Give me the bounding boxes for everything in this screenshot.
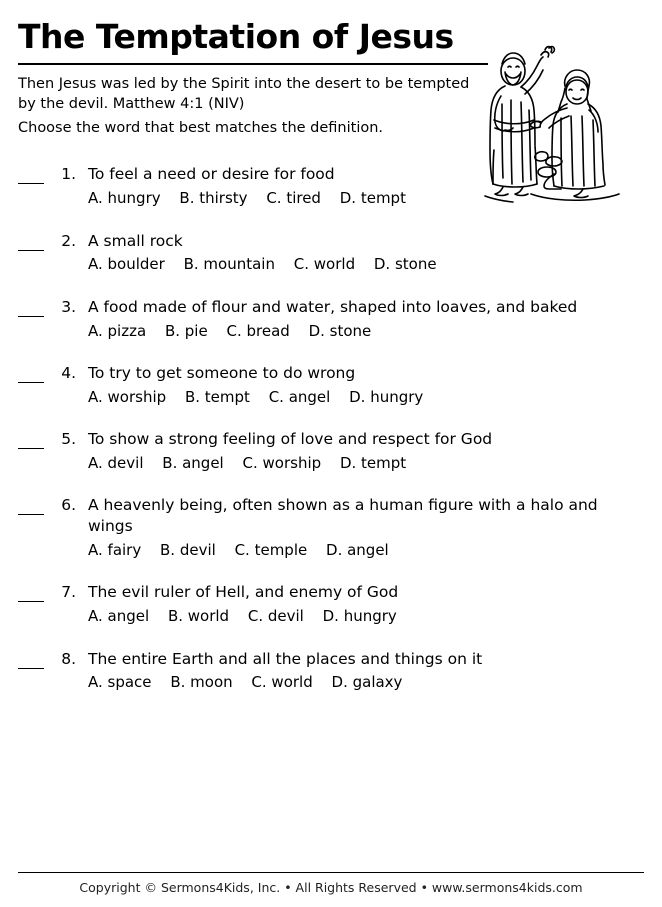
intro-block [18, 74, 488, 139]
question-body [88, 495, 644, 560]
question-number: 6. [61, 496, 76, 515]
choice-b[interactable]: B. moon [170, 673, 233, 692]
choice-row [88, 672, 644, 692]
question-prompt: The evil ruler of Hell, and enemy of God [88, 583, 399, 602]
question-body [88, 649, 644, 693]
answer-blank[interactable] [18, 654, 44, 669]
choice-a[interactable]: A. fairy [88, 541, 142, 560]
worksheet-header [18, 17, 644, 138]
answer-blank[interactable] [18, 236, 44, 251]
question-prompt: To try to get someone to do wrong [88, 363, 356, 382]
choice-b[interactable]: B. world [167, 607, 230, 626]
choice-b[interactable]: B. pie [164, 321, 208, 340]
question-list [18, 164, 644, 692]
choice-d[interactable]: D. tempt [339, 189, 406, 208]
question-item [18, 649, 644, 693]
question-body [88, 363, 644, 407]
jesus-and-devil-illustration [461, 24, 636, 214]
question-item [18, 429, 644, 473]
choice-a[interactable]: A. hungry [88, 189, 161, 208]
answer-blank[interactable] [18, 368, 44, 383]
choice-c[interactable]: C. bread [226, 321, 290, 340]
question-prompt: A small rock [88, 231, 183, 250]
choice-c[interactable]: C. temple [234, 541, 308, 560]
choice-b[interactable]: B. thirsty [179, 189, 248, 208]
choice-a[interactable]: A. angel [88, 607, 150, 626]
choice-c[interactable]: C. world [251, 673, 313, 692]
title-divider [18, 63, 488, 65]
scripture-verse: Then Jesus was led by the Spirit into the desert to be tempted by the devil. Matthew 4:1 (NIV) [18, 75, 470, 113]
page-title: The Temptation of Jesus [18, 17, 454, 56]
question-number: 5. [61, 430, 76, 449]
question-prompt: The entire Earth and all the places and things on it [88, 649, 483, 668]
choice-b[interactable]: B. devil [160, 541, 216, 560]
question-number: 3. [61, 297, 76, 316]
question-number: 4. [61, 363, 76, 382]
choice-d[interactable]: D. stone [308, 321, 372, 340]
question-prompt: A heavenly being, often shown as a human figure with a halo and wings [88, 496, 598, 536]
answer-blank[interactable] [18, 500, 44, 515]
page-footer [18, 872, 644, 895]
question-number: 8. [61, 649, 76, 668]
choice-d[interactable]: D. hungry [322, 607, 397, 626]
question-body [88, 429, 644, 473]
choice-c[interactable]: C. tired [266, 189, 321, 208]
choice-b[interactable]: B. tempt [184, 387, 250, 406]
answer-blank[interactable] [18, 169, 44, 184]
question-item [18, 363, 644, 407]
choice-b[interactable]: B. mountain [183, 255, 275, 274]
choice-row [88, 453, 644, 473]
choice-a[interactable]: A. boulder [88, 255, 165, 274]
choice-d[interactable]: D. stone [373, 255, 437, 274]
choice-d[interactable]: D. galaxy [331, 673, 403, 692]
copyright-text: Copyright © Sermons4Kids, Inc. • All Rights Reserved • www.sermons4kids.com [79, 880, 583, 895]
choice-d[interactable]: D. hungry [349, 387, 424, 406]
answer-blank[interactable] [18, 302, 44, 317]
question-number: 1. [61, 165, 76, 184]
question-item [18, 582, 644, 626]
question-body [88, 582, 644, 626]
choice-d[interactable]: D. angel [326, 541, 389, 560]
choice-c[interactable]: C. devil [247, 607, 304, 626]
choice-c[interactable]: C. angel [268, 387, 331, 406]
question-item [18, 297, 644, 341]
question-number: 7. [61, 583, 76, 602]
answer-blank[interactable] [18, 434, 44, 449]
footer-divider [18, 872, 644, 873]
choice-row [88, 606, 644, 626]
choice-a[interactable]: A. devil [88, 453, 144, 472]
choice-a[interactable]: A. worship [88, 387, 167, 406]
choice-b[interactable]: B. angel [162, 453, 224, 472]
question-number: 2. [61, 231, 76, 250]
choice-c[interactable]: C. world [293, 255, 356, 274]
choice-row [88, 540, 644, 560]
choice-a[interactable]: A. space [88, 673, 152, 692]
question-prompt: To show a strong feeling of love and respect for God [88, 430, 493, 449]
question-prompt: A food made of flour and water, shaped into loaves, and baked [88, 297, 578, 316]
answer-blank[interactable] [18, 587, 44, 602]
choice-d[interactable]: D. tempt [339, 453, 407, 472]
question-item [18, 495, 644, 560]
choice-row [88, 321, 644, 341]
question-body [88, 297, 644, 341]
choice-row [88, 387, 644, 407]
question-body [88, 231, 644, 275]
question-prompt: To feel a need or desire for food [88, 165, 335, 184]
choice-row [88, 254, 644, 274]
choice-a[interactable]: A. pizza [88, 321, 147, 340]
choice-c[interactable]: C. worship [242, 453, 322, 472]
instruction-text: Choose the word that best matches the definition. [18, 119, 384, 136]
question-item [18, 231, 644, 275]
